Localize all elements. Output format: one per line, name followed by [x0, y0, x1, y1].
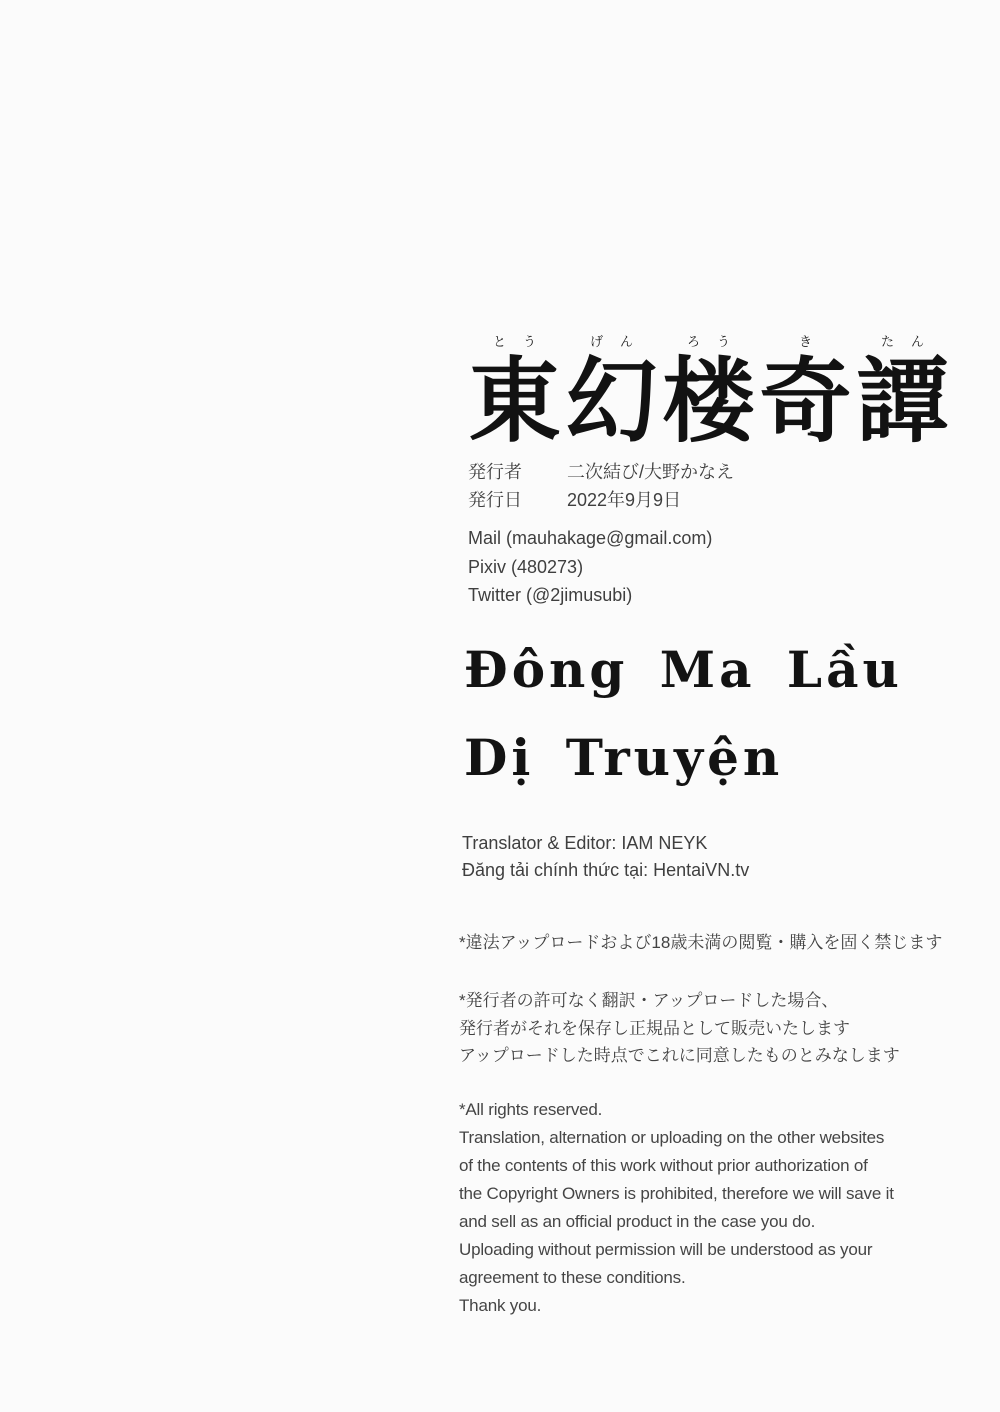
en-rights-notice-line: *All rights reserved.: [459, 1100, 603, 1119]
publisher-row: [468, 458, 734, 486]
furigana: たん: [880, 335, 941, 350]
jp-unauthorized-notice-line: *発行者の許可なく翻訳・アップロードした場合、: [459, 991, 839, 1010]
contact-pixiv: Pixiv (480273): [468, 556, 584, 577]
en-rights-notice-line: Uploading without permission will be understood as your: [459, 1240, 873, 1259]
contact-list: [468, 524, 712, 610]
furigana: げん: [589, 335, 650, 350]
furigana: とう: [492, 335, 553, 350]
publish-date-value: 2022年9月9日: [567, 490, 682, 510]
title-char: [563, 334, 660, 455]
furigana: き: [798, 335, 829, 350]
main-title: [466, 334, 951, 455]
publisher-value: 二次結び/大野かなえ: [567, 462, 735, 482]
en-rights-notice-line: Translation, alternation or uploading on the other websites: [459, 1128, 885, 1147]
publish-date-label: 発行日: [468, 490, 522, 510]
furigana: ろう: [686, 335, 747, 350]
en-rights-notice-line: Thank you.: [459, 1296, 542, 1315]
vietnamese-title-line1: Đông Ma Lầu: [464, 640, 903, 699]
publisher-label: 発行者: [468, 462, 522, 482]
official-site-credit: Đăng tải chính thức tại: HentaiVN.tv: [462, 860, 750, 880]
title-char: [660, 334, 757, 455]
title-char: [854, 334, 951, 455]
title-kanji: 東: [468, 347, 561, 455]
title-char: [757, 334, 854, 455]
contact-twitter: Twitter (@2jimusubi): [468, 585, 633, 605]
en-rights-notice-line: agreement to these conditions.: [459, 1268, 686, 1287]
en-rights-notice: [459, 1096, 894, 1320]
translation-credits: [462, 830, 749, 884]
publish-date-row: [468, 486, 734, 514]
en-rights-notice-line: of the contents of this work without prior authorization of: [459, 1156, 868, 1175]
translator-credit: Translator & Editor: IAM NEYK: [462, 833, 708, 853]
jp-unauthorized-notice: [459, 987, 900, 1070]
jp-unauthorized-notice-line: アップロードした時点でこれに同意したものとみなします: [459, 1046, 900, 1065]
title-kanji: 幻: [565, 347, 658, 455]
title-char: [466, 334, 563, 455]
jp-age-restriction-notice: *違法アップロードおよび18歳未満の閲覧・購入を固く禁じます: [459, 933, 943, 952]
publication-info: [468, 458, 734, 514]
en-rights-notice-line: the Copyright Owners is prohibited, therefore we will save it: [459, 1184, 894, 1203]
title-kanji: 楼: [662, 347, 755, 455]
jp-unauthorized-notice-line: 発行者がそれを保存し正規品として販売いたします: [459, 1018, 850, 1038]
vietnamese-title-line2: Dị Truyện: [464, 728, 784, 787]
title-kanji: 譚: [856, 347, 949, 455]
en-rights-notice-line: and sell as an official product in the case you do.: [459, 1212, 816, 1231]
vietnamese-title: [464, 626, 903, 802]
contact-mail: Mail (mauhakage@gmail.com): [468, 528, 713, 548]
title-kanji: 奇: [759, 347, 852, 455]
